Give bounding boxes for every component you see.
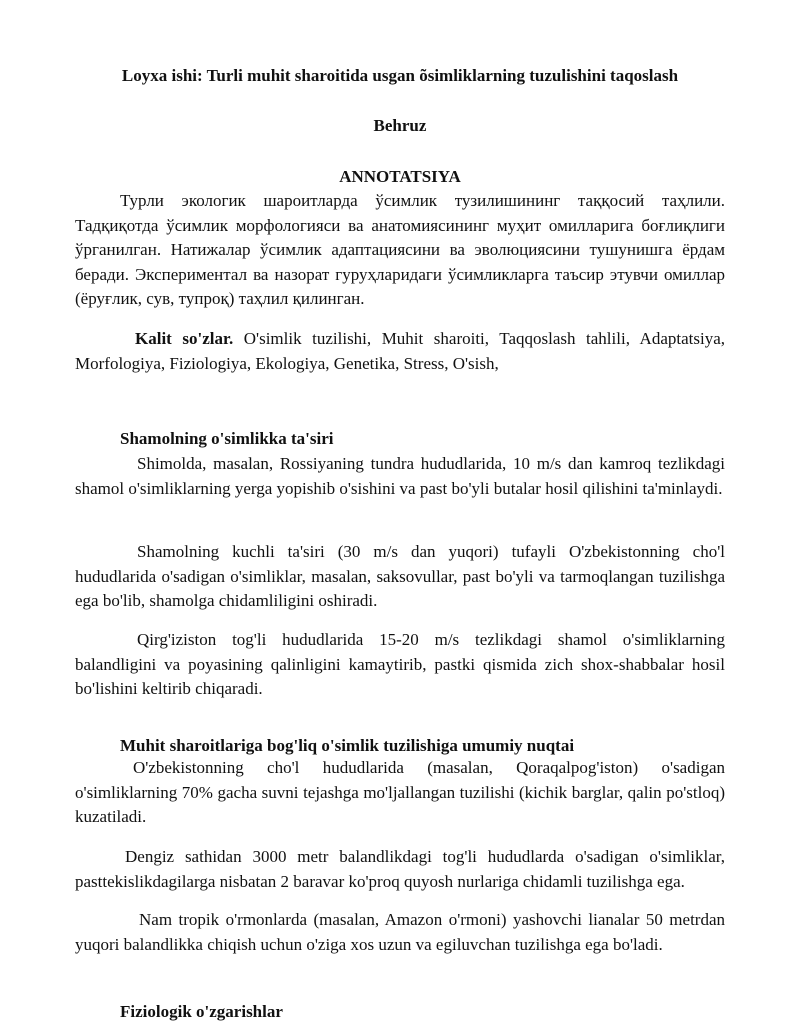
section-paragraph: Dengiz sathidan 3000 metr balandlikdagi tog'li hududlarda o'sadigan o'simliklar, pasttekislikdagilarga nisbatan 2 baravar ko'proq quyosh nurlariga chidamli tuzilishga ega. [75, 847, 725, 891]
section-heading-physiology: Fiziologik o'zgarishlar [120, 1002, 283, 1021]
keywords-paragraph [75, 327, 725, 376]
keywords-label: Kalit so'zlar. [135, 329, 234, 348]
section-paragraph: Shamolning kuchli ta'siri (30 m/s dan yuqori) tufayli O'zbekistonning cho'l hududlarida o'sadigan o'simliklar, masalan, saksovullar, past bo'yli va tarmoqlangan tuzilishga ega bo'lib, shamolga chidamliligini oshiradi. [75, 542, 725, 610]
section-paragraph: O'zbekistonning cho'l hududlarida (masalan, Qoraqalpog'iston) o'sadigan o'simliklarning 70% gacha suvni tejashga mo'ljallangan tuzilishi (kichik barglar, qalin po'stloq) kuzatiladi. [75, 758, 725, 826]
section-paragraph: Shimolda, masalan, Rossiyaning tundra hududlarida, 10 m/s dan kamroq tezlikdagi shamol o'simliklarning yerga yopishib o'sishini va past bo'yli butalar hosil qilishini ta'minlaydi. [75, 454, 725, 498]
annotation-paragraph: Турли экологик шароитларда ўсимлик тузилишининг таққосий таҳлили. Тадқиқотда ўсимлик морфологияси ва анатомиясининг муҳит омилларига боғлиқлиги ўрганилган. Натижалар ўсимлик адаптациясини ва эволюциясини тушунишга ёрдам беради. Экспериментал ва назорат гуруҳларидаги ўсимликларга таъсир этувчи омиллар (ёруғлик, сув, тупроқ) таҳлил қилинган. [75, 191, 725, 308]
annotation-heading: ANNOTATSIYA [339, 167, 461, 186]
section-heading-wind: Shamolning o'simlikka ta'siri [120, 429, 334, 448]
section-paragraph: Nam tropik o'rmonlarda (masalan, Amazon o'rmoni) yashovchi lianalar 50 metrdan yuqori balandlikka chiqish uchun o'ziga xos uzun va egiluvchan tuzilishga ega bo'ladi. [75, 910, 725, 954]
document-title: Loyxa ishi: Turli muhit sharoitida usgan õsimliklarning tuzulishini taqoslash [121, 66, 679, 85]
keywords-list: O'simlik tuzilishi, Muhit sharoiti, Taqqoslash tahlili, Adaptatsiya, Morfologiya, Fiziologiya, Ekologiya, Genetika, Stress, O'sish, [75, 329, 725, 373]
section-heading-environment: Muhit sharoitlariga bog'liq o'simlik tuzilishiga umumiy nuqtai [120, 736, 575, 755]
author-name: Behruz [373, 116, 427, 135]
section-paragraph: Qirg'iziston tog'li hududlarida 15-20 m/s tezlikdagi shamol o'simliklarning balandligini va poyasining qalinligini kamaytirib, pastki qismida zich shox-shabbalar hosil bo'lishini keltirib chiqaradi. [75, 630, 725, 698]
